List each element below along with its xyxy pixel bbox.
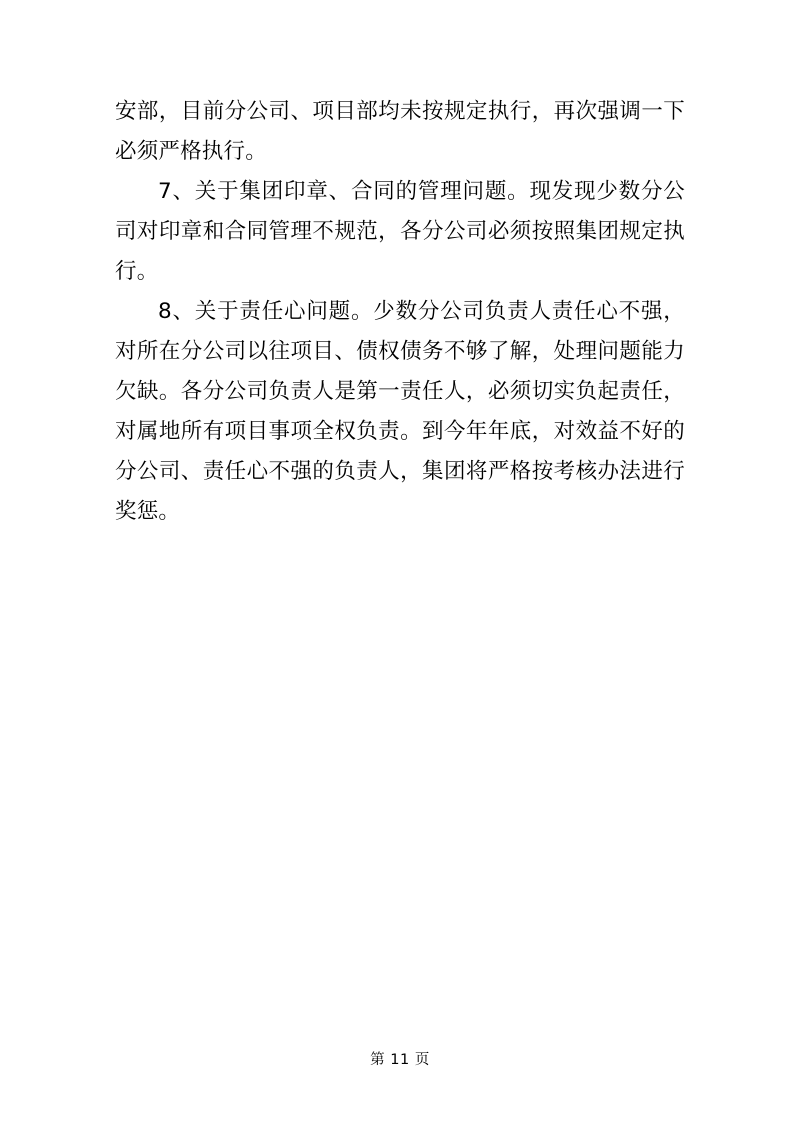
page-number-footer: 第 11 页: [370, 1052, 430, 1068]
paragraph-item-8: 8、关于责任心问题。少数分公司负责人责任心不强，对所在分公司以往项目、债权债务不够了解，处理问题能力欠缺。各分公司负责人是第一责任人，必须切实负起责任，对属地所有项目事项全权负责。到今年年底，对效益不好的分公司、责任心不强的负责人，集团将严格按考核办法进行奖惩。: [115, 299, 685, 524]
paragraph-item-7: 7、关于集团印章、合同的管理问题。现发现少数分公司对印章和合同管理不规范，各分公司必须按照集团规定执行。: [115, 179, 685, 284]
document-body: [115, 92, 685, 532]
paragraph-continued: 安部，目前分公司、项目部均未按规定执行，再次强调一下必须严格执行。: [115, 99, 685, 164]
